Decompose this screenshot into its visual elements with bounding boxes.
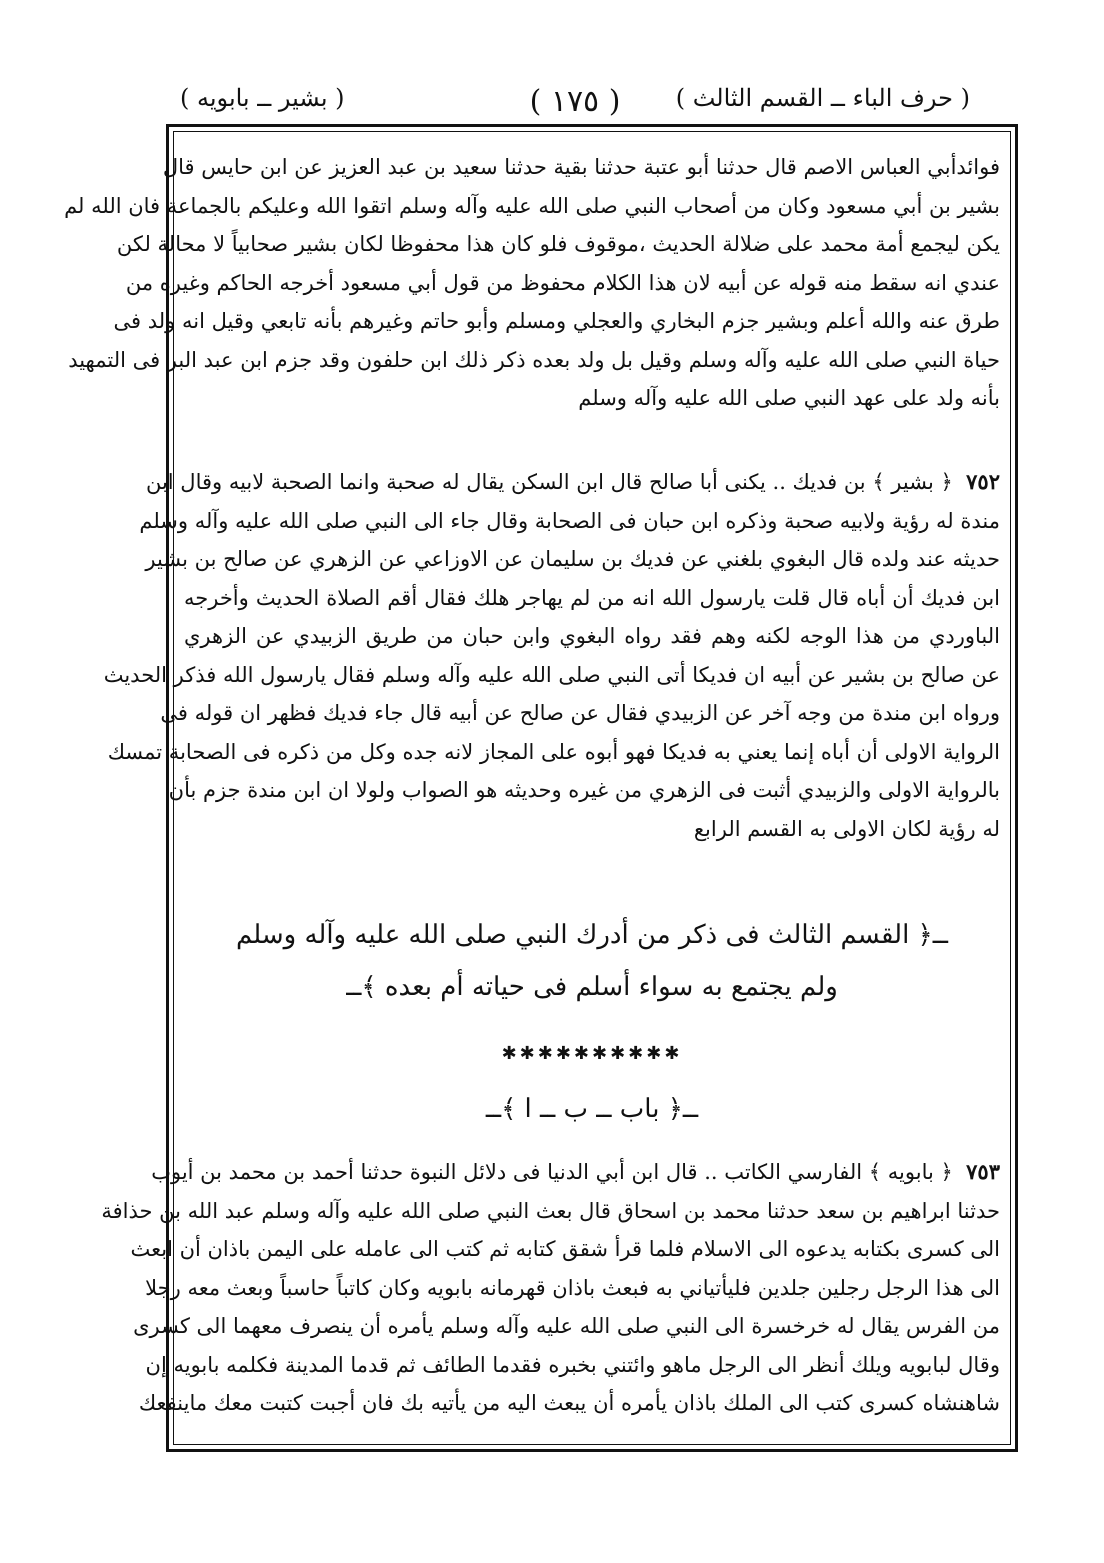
text-line: بشير بن أبي مسعود وكان من أصحاب النبي صلى الله عليه وآله وسلم اتقوا الله وعليكم بالجماعة فان الله لم [64,193,1000,218]
text-line: طرق عنه والله أعلم وبشير جزم البخاري والعجلي ومسلم وأبو حاتم وغيرهم بأنه تابعي وقيل انه ولد فى [113,309,1000,333]
page-header [180,84,970,124]
text-line: الى هذا الرجل رجلين جلدين فليأتياني به فبعث باذان قهرمانه بابويه وكان كاتباً حاسباً وبعث معه رجلا [145,1275,1000,1300]
text-line: بالرواية الاولى والزبيدي أثبت فى الزهري من غيره وحديثه هو الصواب ولولا ان ابن مندة جزم بأن [168,778,1000,802]
text-line: الرواية الاولى أن أباه إنما يعني به فديكا فهو أبوه على المجاز لانه جده وكل من ذكره فى الصحابة تمسك [107,739,1000,764]
text-line: بأنه ولد على عهد النبي صلى الله عليه وآله وسلم [578,386,1000,410]
text-line: ورواه ابن مندة من وجه آخر عن الزبيدي فقال عن صالح عن أبيه قال جاء فديك فظهر ان قوله فى [160,701,1000,725]
chapter-heading: ــ﴿ باب ــ ب ــ ا ﴾ــ [485,1094,699,1124]
text-line: حياة النبي صلى الله عليه وآله وسلم وقيل بل ولد بعده ذكر ذلك ابن حلفون وقد جزم ابن عبد البر فى التمهيد [68,347,1000,372]
entry-number: ٧٥٣ [966,1159,1000,1184]
section-title-line-1: ــ﴿ القسم الثالث فى ذكر من أدرك النبي صلى الله عليه وآله وسلم [235,920,949,950]
text-line: فوائدأبي العباس الاصم قال حدثنا أبو عتبة حدثنا بقية حدثنا سعيد بن عبد العزيز عن ابن حايس قال [162,155,1000,179]
section-title-line-2: ولم يجتمع به سواء أسلم فى حياته أم بعده ﴾ــ [346,972,838,1002]
entry-number: ٧٥٢ [966,469,1000,494]
text-line: عن صالح بن بشير عن أبيه ان فديكا أتى النبي صلى الله عليه وآله وسلم فقال يارسول الله فذكر الحديث [103,662,1000,687]
entry-heading-text: ﴿ بابويه ﴾ الفارسي الكاتب .. قال ابن أبي الدنيا فى دلائل النبوة حدثنا أحمد بن محمد بن أيوب [151,1160,953,1184]
page-number: ( ١٧٥ ) [529,84,621,119]
text-line: الى كسرى بكتابه يدعوه الى الاسلام فلما قرأ شقق كتابه ثم كتب الى عامله على اليمن باذان أن ابعث [130,1237,1000,1261]
text-line: وقال لبابويه ويلك أنظر الى الرجل ماهو وائتني بخبره فقدما الطائف ثم قدما المدينة فكلمه بابويه إن [145,1352,1000,1377]
text-line: حدثنا ابراهيم بن سعد حدثنا محمد بن اسحاق قال بعث النبي صلى الله عليه وآله وسلم عبد الله بن حذافة [101,1198,1000,1223]
text-line: مندة له رؤية ولابيه صحبة وذكره ابن حبان فى الصحابة وقال جاء الى النبي صلى الله عليه وآله وسلم [139,508,1000,533]
text-line: عندي انه سقط منه قوله عن أبيه لان هذا الكلام محفوظ من قول أبي مسعود أخرجه الحاكم وغيره من [125,270,1000,295]
text-line: له رؤية لكان الاولى به القسم الرابع [693,816,1000,841]
text-line: حديثه عند ولده قال البغوي بلغني عن فديك بن سليمان عن الاوزاعي عن الزهري عن صالح بن بشير [145,547,1000,571]
text-line: شاهنشاه كسرى كتب الى الملك باذان يأمره أن يبعث اليه من يأتيه بك فان أجبت كتبت معك ماينفعك [138,1391,1000,1415]
entry-752 [103,463,1000,848]
running-head-left: ( بشير ــ بابويه ) [180,84,345,112]
entry-first-line [145,463,1000,502]
entry-753 [101,1153,1000,1423]
text-line: ابن فديك أن أباه قال قلت يارسول الله انه من لم يهاجر هلك فقال أقم الصلاة الحديث وأخرجه [184,585,1000,610]
text-block-1 [64,148,1000,418]
entry-first-line [151,1153,1000,1192]
running-head-right: ( حرف الباء ــ القسم الثالث ) [675,84,970,112]
text-line: الباوردي من هذا الوجه لكنه وهم فقد رواه البغوي وابن حبان من طريق الزبيدي عن الزهري [184,624,1000,648]
stars-divider: ✱✱✱✱✱✱✱✱✱✱ [501,1043,683,1064]
entry-heading-text: ﴿ بشير ﴾ بن فديك .. يكنى أبا صالح قال ابن السكن يقال له صحبة وانما الصحبة لابيه وقال ابن [145,470,953,494]
text-line: يكن ليجمع أمة محمد على ضلالة الحديث ،موقوف فلو كان هذا محفوظا لكان بشير صحابياً لا محالة لكن [116,232,1000,256]
text-line: من الفرس يقال له خرخسرة الى النبي صلى الله عليه وآله وسلم يأمره أن ينصرف معهما الى كسرى [133,1314,1000,1338]
